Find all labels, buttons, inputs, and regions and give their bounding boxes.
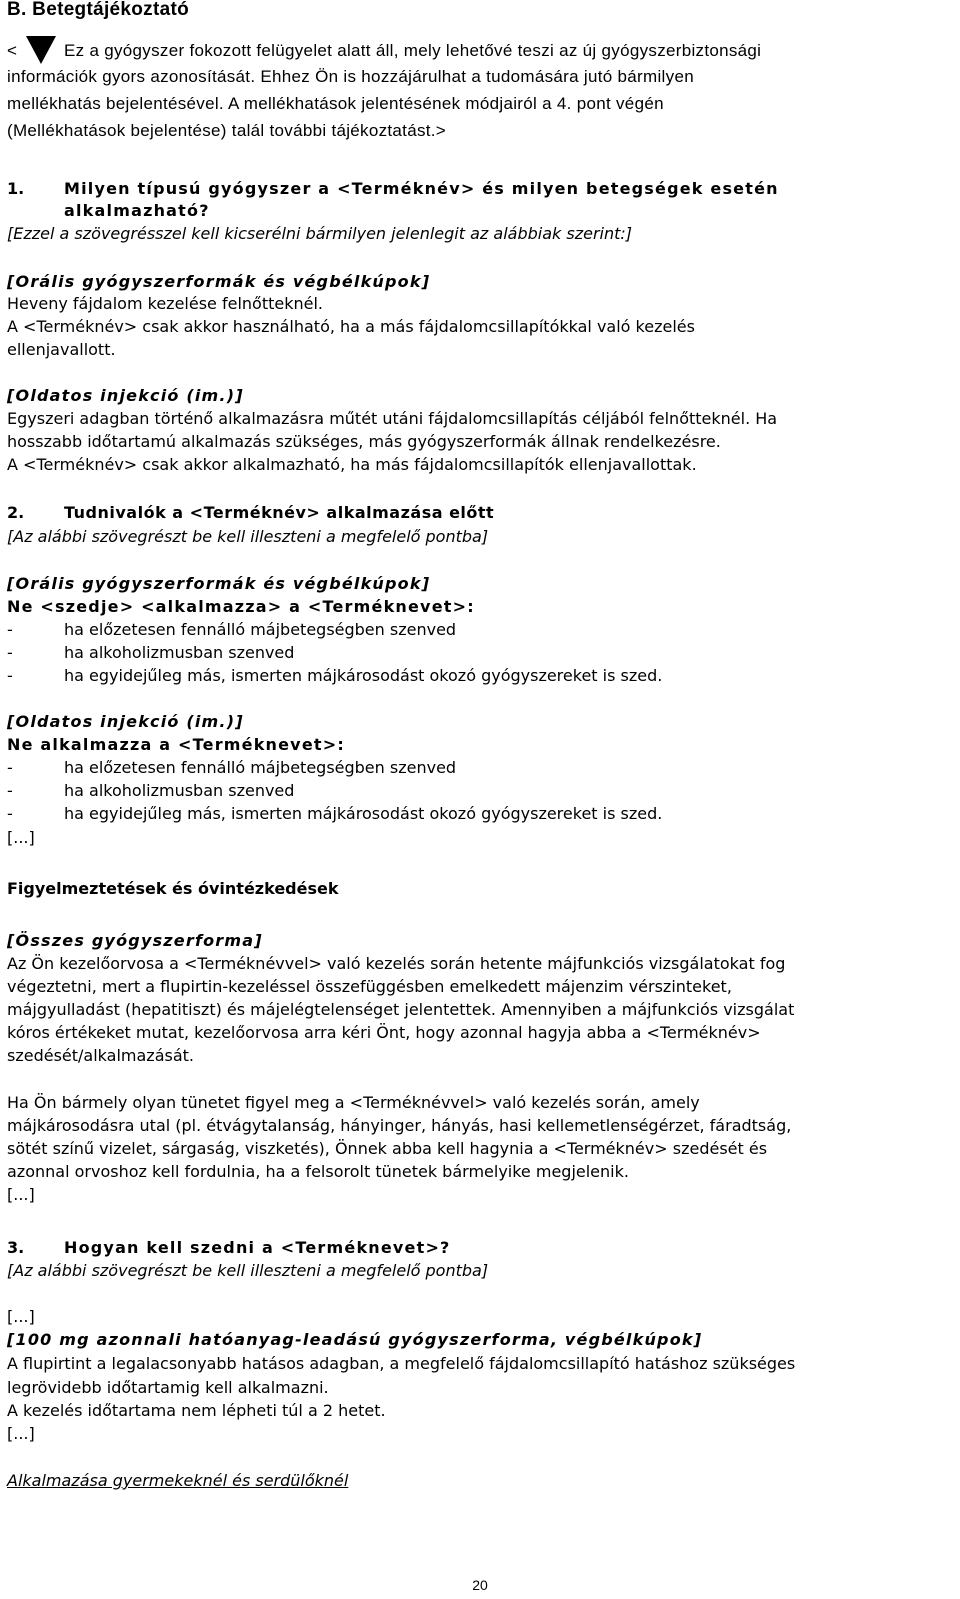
warnings-p2-line-4: azonnal orvoshoz kell fordulnia, ha a felsorolt tünetek bármelyike megjelenik.: [7, 1162, 629, 1181]
section-2-oral-heading: [Orális gyógyszerformák és végbélkúpok]: [7, 574, 431, 593]
section-1-number: 1.: [7, 179, 25, 198]
document-heading: B. Betegtájékoztató: [7, 0, 190, 20]
section-3-line-2: legrövidebb időtartamig kell alkalmazni.: [7, 1378, 329, 1397]
section-1-title-line-1: Milyen típusú gyógyszer a <Terméknév> és milyen betegségek esetén: [64, 179, 779, 198]
section-3-line-3: A kezelés időtartama nem lépheti túl a 2 hetet.: [7, 1401, 386, 1420]
warnings-heading: Figyelmeztetések és óvintézkedések: [7, 879, 339, 898]
section-1-instruction: [Ezzel a szövegrésszel kell kicserélni bármilyen jelenlegit az alábbiak szerint:]: [7, 224, 633, 243]
notice-line-4: (Mellékhatások bejelentése) talál további tájékoztatást.>: [7, 121, 447, 140]
section-3-form-heading: [100 mg azonnali hatóanyag-leadású gyógyszerforma, végbélkúpok]: [7, 1330, 703, 1349]
section-1-injection-line-1: Egyszeri adagban történő alkalmazásra műtét utáni fájdalomcsillapítás céljából felnőtteknél. Ha: [7, 409, 778, 428]
warnings-p1-line-5: szedését/alkalmazását.: [7, 1046, 194, 1065]
section-1-title-line-2: alkalmazható?: [64, 201, 210, 220]
section-2-number: 2.: [7, 503, 25, 522]
ellipsis: [...]: [7, 1424, 35, 1443]
ellipsis: [...]: [7, 1307, 35, 1326]
section-1-oral-line-1: Heveny fájdalom kezelése felnőtteknél.: [7, 294, 323, 313]
section-3-instruction: [Az alábbi szövegrészt be kell illeszteni a megfelelő pontba]: [7, 1261, 489, 1280]
warnings-p1-line-3: májgyulladást (hepatitiszt) és májelégtelenséget jelentettek. Amennyiben a májfunkciós vizsgálat: [7, 1000, 795, 1019]
list-dash: -: [7, 666, 13, 685]
section-2-instruction: [Az alábbi szövegrészt be kell illeszteni a megfelelő pontba]: [7, 527, 489, 546]
list-item: ha alkoholizmusban szenved: [64, 643, 295, 662]
warnings-p2-line-2: májkárosodásra utal (pl. étvágytalanság, hányinger, hányás, hasi kellemetlenségérzet, fáradtság,: [7, 1116, 792, 1135]
list-item: ha alkoholizmusban szenved: [64, 781, 295, 800]
list-dash: -: [7, 620, 13, 639]
section-2-title: Tudnivalók a <Terméknév> alkalmazása előtt: [64, 503, 495, 522]
section-3-number: 3.: [7, 1238, 25, 1257]
section-1-oral-heading: [Orális gyógyszerformák és végbélkúpok]: [7, 272, 431, 291]
list-dash: -: [7, 758, 13, 777]
all-forms-heading: [Összes gyógyszerforma]: [7, 931, 263, 950]
warnings-p1-line-4: kóros értékeket mutat, kezelőorvosa arra kéri Önt, hogy azonnal hagyja abba a <Terméknév>: [7, 1023, 761, 1042]
ellipsis: [...]: [7, 1185, 35, 1204]
list-item: ha előzetesen fennálló májbetegségben szenved: [64, 758, 457, 777]
list-dash: -: [7, 781, 13, 800]
warnings-p2-line-3: sötét színű vizelet, sárgaság, viszketés), Önnek abba kell hagynia a <Terméknév> szedését és: [7, 1139, 768, 1158]
notice-line-2: információk gyors azonosítását. Ehhez Ön is hozzájárulhat a tudomására jutó bármilyen: [7, 67, 694, 86]
notice-line-1: Ez a gyógyszer fokozott felügyelet alatt áll, mely lehetővé teszi az új gyógyszerbiztonsági: [64, 41, 762, 60]
warnings-p2-line-1: Ha Ön bármely olyan tünetet figyel meg a <Terméknévvel> való kezelés során, amely: [7, 1093, 700, 1112]
list-item: ha előzetesen fennálló májbetegségben szenved: [64, 620, 457, 639]
list-item: ha egyidejűleg más, ismerten májkárosodást okozó gyógyszereket is szed.: [64, 804, 663, 823]
warnings-p1-line-2: végeztetni, mert a flupirtin-kezeléssel összefüggésben emelkedett májenzim vérszinteket,: [7, 977, 732, 996]
section-1-injection-line-2: hosszabb időtartamú alkalmazás szükséges, más gyógyszerformák állnak rendelkezésre.: [7, 432, 721, 451]
ellipsis: [...]: [7, 828, 35, 847]
section-1-injection-heading: [Oldatos injekció (im.)]: [7, 386, 244, 405]
notice-line-3: mellékhatás bejelentésével. A mellékhatások jelentésének módjairól a 4. pont végén: [7, 94, 664, 113]
section-2-injection-heading: [Oldatos injekció (im.)]: [7, 712, 244, 731]
section-3-title: Hogyan kell szedni a <Terméknevet>?: [64, 1238, 451, 1257]
list-dash: -: [7, 804, 13, 823]
list-dash: -: [7, 643, 13, 662]
section-1-oral-line-3: ellenjavallott.: [7, 340, 116, 359]
page-number: 20: [472, 1577, 488, 1593]
warnings-p1-line-1: Az Ön kezelőorvosa a <Terméknévvel> való kezelés során hetente májfunkciós vizsgálatokat fog: [7, 954, 786, 973]
section-2-injection-ne: Ne alkalmazza a <Terméknevet>:: [7, 735, 345, 754]
section-1-injection-line-3: A <Terméknév> csak akkor alkalmazható, ha más fájdalomcsillapítók ellenjavallottak.: [7, 455, 697, 474]
section-1-oral-line-2: A <Terméknév> csak akkor használható, ha a más fájdalomcsillapítókkal való kezelés: [7, 317, 695, 336]
black-triangle-icon: [26, 36, 56, 64]
section-3-line-1: A flupirtint a legalacsonyabb hatásos adagban, a megfelelő fájdalomcsillapító hatáshoz szükséges: [7, 1354, 796, 1373]
children-heading: Alkalmazása gyermekeknél és serdülőknél: [7, 1471, 349, 1490]
notice-open-bracket: <: [7, 41, 18, 60]
section-2-oral-ne: Ne <szedje> <alkalmazza> a <Terméknevet>:: [7, 597, 475, 616]
list-item: ha egyidejűleg más, ismerten májkárosodást okozó gyógyszereket is szed.: [64, 666, 663, 685]
